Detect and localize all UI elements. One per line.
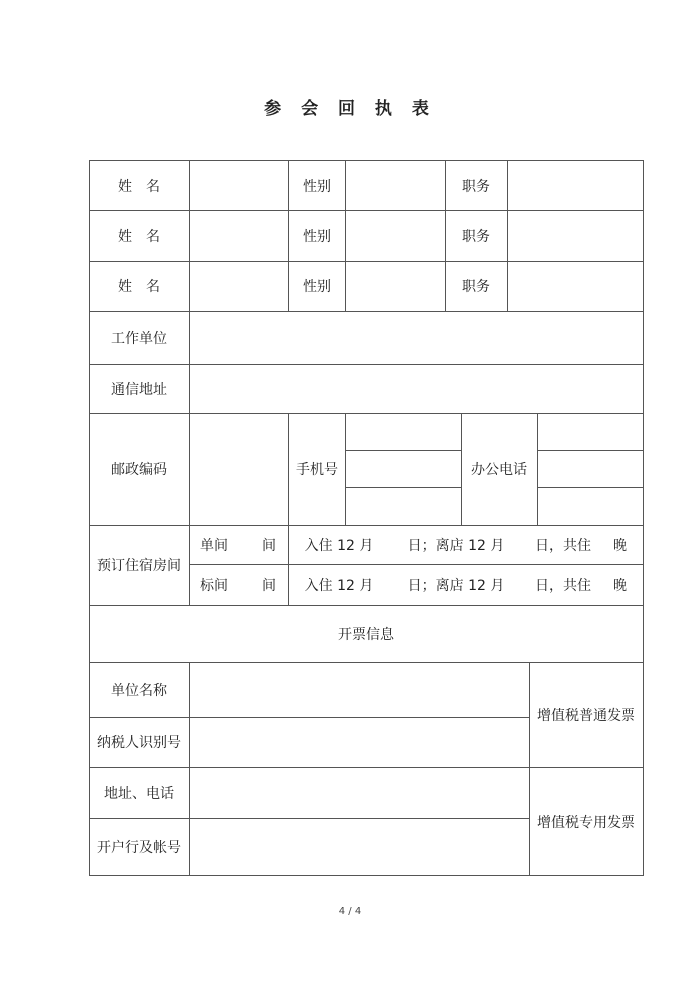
- form-title: 参 会 回 执 表: [264, 99, 436, 119]
- position-field-1[interactable]: [508, 161, 643, 210]
- booking-label: 预订住宿房间: [97, 558, 181, 574]
- taxpayer-id-label: 纳税人识别号: [97, 735, 181, 751]
- name-field-3[interactable]: [190, 262, 288, 311]
- mailing-address-label: 通信地址: [111, 382, 167, 398]
- checkout-double: 日；离店 12 月: [407, 578, 505, 594]
- position-label-1: 职务: [462, 179, 490, 195]
- checkout-single: 日；离店 12 月: [407, 538, 505, 554]
- name-field-2[interactable]: [190, 211, 288, 261]
- stay-single: 日，共住: [535, 538, 591, 554]
- work-unit-field[interactable]: [190, 312, 643, 364]
- general-invoice-option[interactable]: 增值税普通发票: [537, 708, 635, 724]
- postal-code-label: 邮政编码: [111, 462, 167, 478]
- page-number: 4 / 4: [338, 906, 362, 917]
- gender-label-3: 性别: [303, 279, 331, 295]
- special-invoice-option[interactable]: 增值税专用发票: [537, 815, 635, 831]
- bank-account-label: 开户行及帐号: [97, 840, 181, 856]
- unit-name-field[interactable]: [190, 663, 529, 717]
- rooms-unit-double: 间: [262, 578, 276, 594]
- gender-field-1[interactable]: [346, 161, 445, 210]
- invoice-header: 开票信息: [338, 627, 394, 643]
- position-field-3[interactable]: [508, 262, 643, 311]
- gender-field-2[interactable]: [346, 211, 445, 261]
- name-label-2: 姓 名: [118, 229, 160, 245]
- mailing-address-field[interactable]: [190, 365, 643, 413]
- name-field-1[interactable]: [190, 161, 288, 210]
- name-label-3: 姓 名: [118, 279, 160, 295]
- room-type-single: 单间: [200, 538, 228, 554]
- unit-name-label: 单位名称: [111, 683, 167, 699]
- address-phone-label: 地址、电话: [104, 786, 174, 802]
- stay-double: 日，共住: [535, 578, 591, 594]
- name-label-1: 姓 名: [118, 179, 160, 195]
- position-label-2: 职务: [462, 229, 490, 245]
- taxpayer-id-field[interactable]: [190, 718, 529, 767]
- room-type-double: 标间: [200, 578, 228, 594]
- checkin-double: 入住 12 月: [304, 578, 374, 594]
- address-phone-field[interactable]: [190, 768, 529, 818]
- rooms-unit-single: 间: [262, 538, 276, 554]
- gender-field-3[interactable]: [346, 262, 445, 311]
- position-label-3: 职务: [462, 279, 490, 295]
- nights-double: 晚: [613, 578, 627, 594]
- position-field-2[interactable]: [508, 211, 643, 261]
- work-unit-label: 工作单位: [111, 331, 167, 347]
- postal-code-field[interactable]: [190, 414, 288, 525]
- mobile-label: 手机号: [296, 462, 338, 478]
- mobile-field[interactable]: [346, 414, 461, 525]
- office-phone-field[interactable]: [538, 414, 643, 525]
- gender-label-2: 性别: [303, 229, 331, 245]
- office-phone-label: 办公电话: [471, 462, 527, 478]
- checkin-single: 入住 12 月: [304, 538, 374, 554]
- gender-label-1: 性别: [303, 179, 331, 195]
- nights-single: 晚: [613, 538, 627, 554]
- bank-account-field[interactable]: [190, 819, 529, 875]
